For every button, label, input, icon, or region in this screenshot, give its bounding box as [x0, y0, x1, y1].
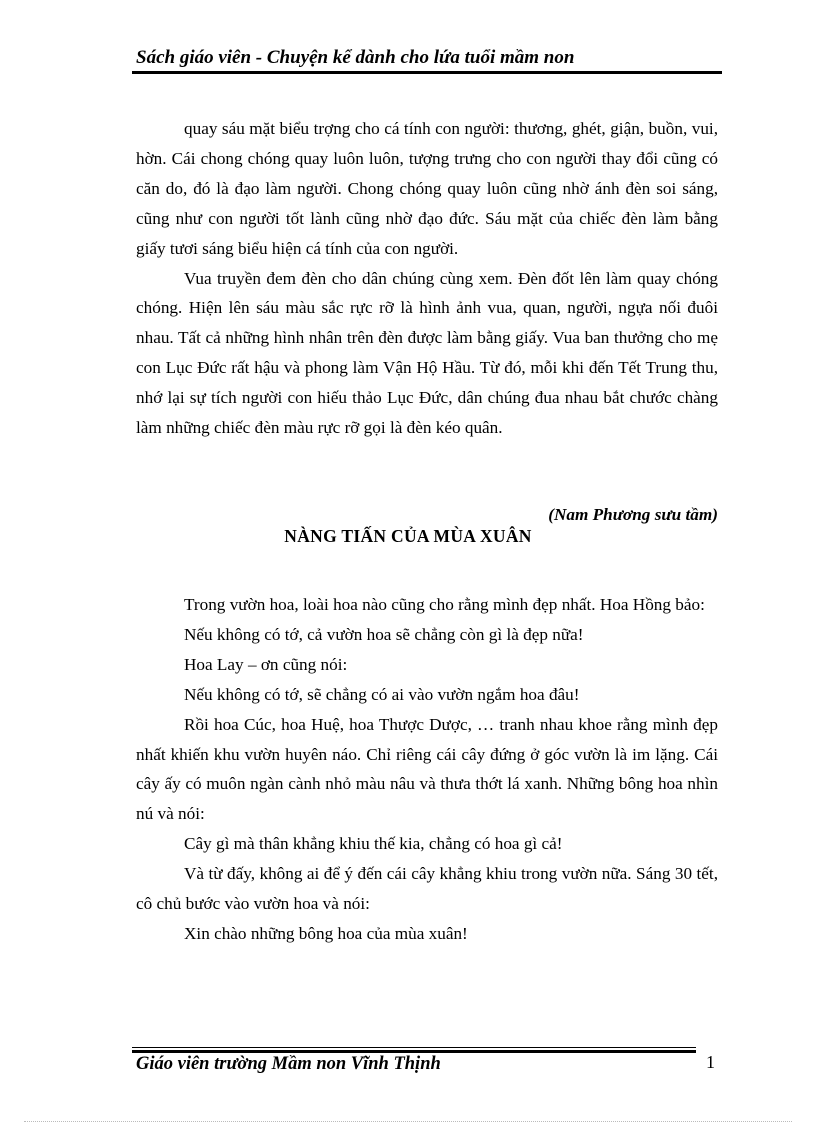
footer-rule	[132, 1050, 696, 1053]
header-rule	[132, 71, 722, 74]
paragraph: Rồi hoa Cúc, hoa Huệ, hoa Thược Dược, … tranh nhau khoe rằng mình đẹp nhất khiến khu vườn huyên náo. Chỉ riêng cái cây đứng ở góc vườn là im lặng. Cái cây ấy có muôn ngàn cành nhỏ màu nâu và thưa thớt lá xanh. Những bông hoa nhìn nú và nói:	[136, 714, 718, 824]
paragraph: Xin chào những bông hoa của mùa xuân!	[184, 923, 468, 943]
paragraph: Vua truyền đem đèn cho dân chúng cùng xem. Đèn đốt lên làm quay chóng chóng. Hiện lên sáu màu sắc rực rỡ là hình ảnh vua, quan, người, ngựa nối đuôi nhau. Tất cả những hình nhân trên đèn được làm bằng giấy. Vua ban thưởng cho mẹ con Lục Đức rất hậu và phong làm Vận Hộ Hầu. Từ đó, mỗi khi đến Tết Trung thu, nhớ lại sự tích người con hiếu thảo Lục Đức, dân chúng đua nhau bắt chước chàng làm những chiếc đèn màu rực rỡ gọi là đèn kéo quân.	[136, 268, 718, 438]
paragraph: Cây gì mà thân khẳng khiu thế kia, chẳng có hoa gì cả!	[184, 834, 563, 854]
paragraph: Hoa Lay – ơn cũng nói:	[184, 654, 348, 674]
story-body	[136, 590, 718, 949]
page-border	[24, 1121, 792, 1122]
paragraph: Trong vườn hoa, loài hoa nào cũng cho rằng mình đẹp nhất. Hoa Hồng bảo:	[184, 595, 705, 614]
paragraph: Nếu không có tớ, sẽ chẳng có ai vào vườn ngắm hoa đâu!	[184, 684, 580, 704]
page-footer-text: Giáo viên trường Mầm non Vĩnh Thịnh	[136, 1054, 441, 1074]
page-number: 1	[706, 1052, 715, 1072]
source-attribution: (Nam Phương sưu tầm)	[548, 505, 718, 524]
story-title: NÀNG TIẤN CỦA MÙA XUÂN	[284, 526, 532, 546]
paragraph: Và từ đấy, không ai để ý đến cái cây khẳng khiu trong vườn nữa. Sáng 30 tết, cô chủ bước vào vườn hoa và nói:	[136, 864, 718, 914]
paragraph: quay sáu mặt biểu trợng cho cá tính con người: thương, ghét, giận, buồn, vui, hờn. Cái chong chóng quay luôn luôn, tượng trưng cho con người thay đổi cũng có căn do, đó là đạo làm người. Chong chóng quay luôn cũng nhờ ánh đèn soi sáng, cũng như con người tốt lành cũng nhờ đạo đức. Sáu mặt của chiếc đèn làm bằng giấy tươi sáng biểu hiện cá tính của con người.	[136, 119, 718, 258]
page-header-title: Sách giáo viên - Chuyện kể dành cho lứa tuổi mầm non	[136, 47, 575, 68]
footer-rule	[132, 1047, 696, 1048]
section-body	[136, 114, 718, 443]
paragraph: Nếu không có tớ, cả vườn hoa sẽ chẳng còn gì là đẹp nữa!	[184, 624, 584, 644]
